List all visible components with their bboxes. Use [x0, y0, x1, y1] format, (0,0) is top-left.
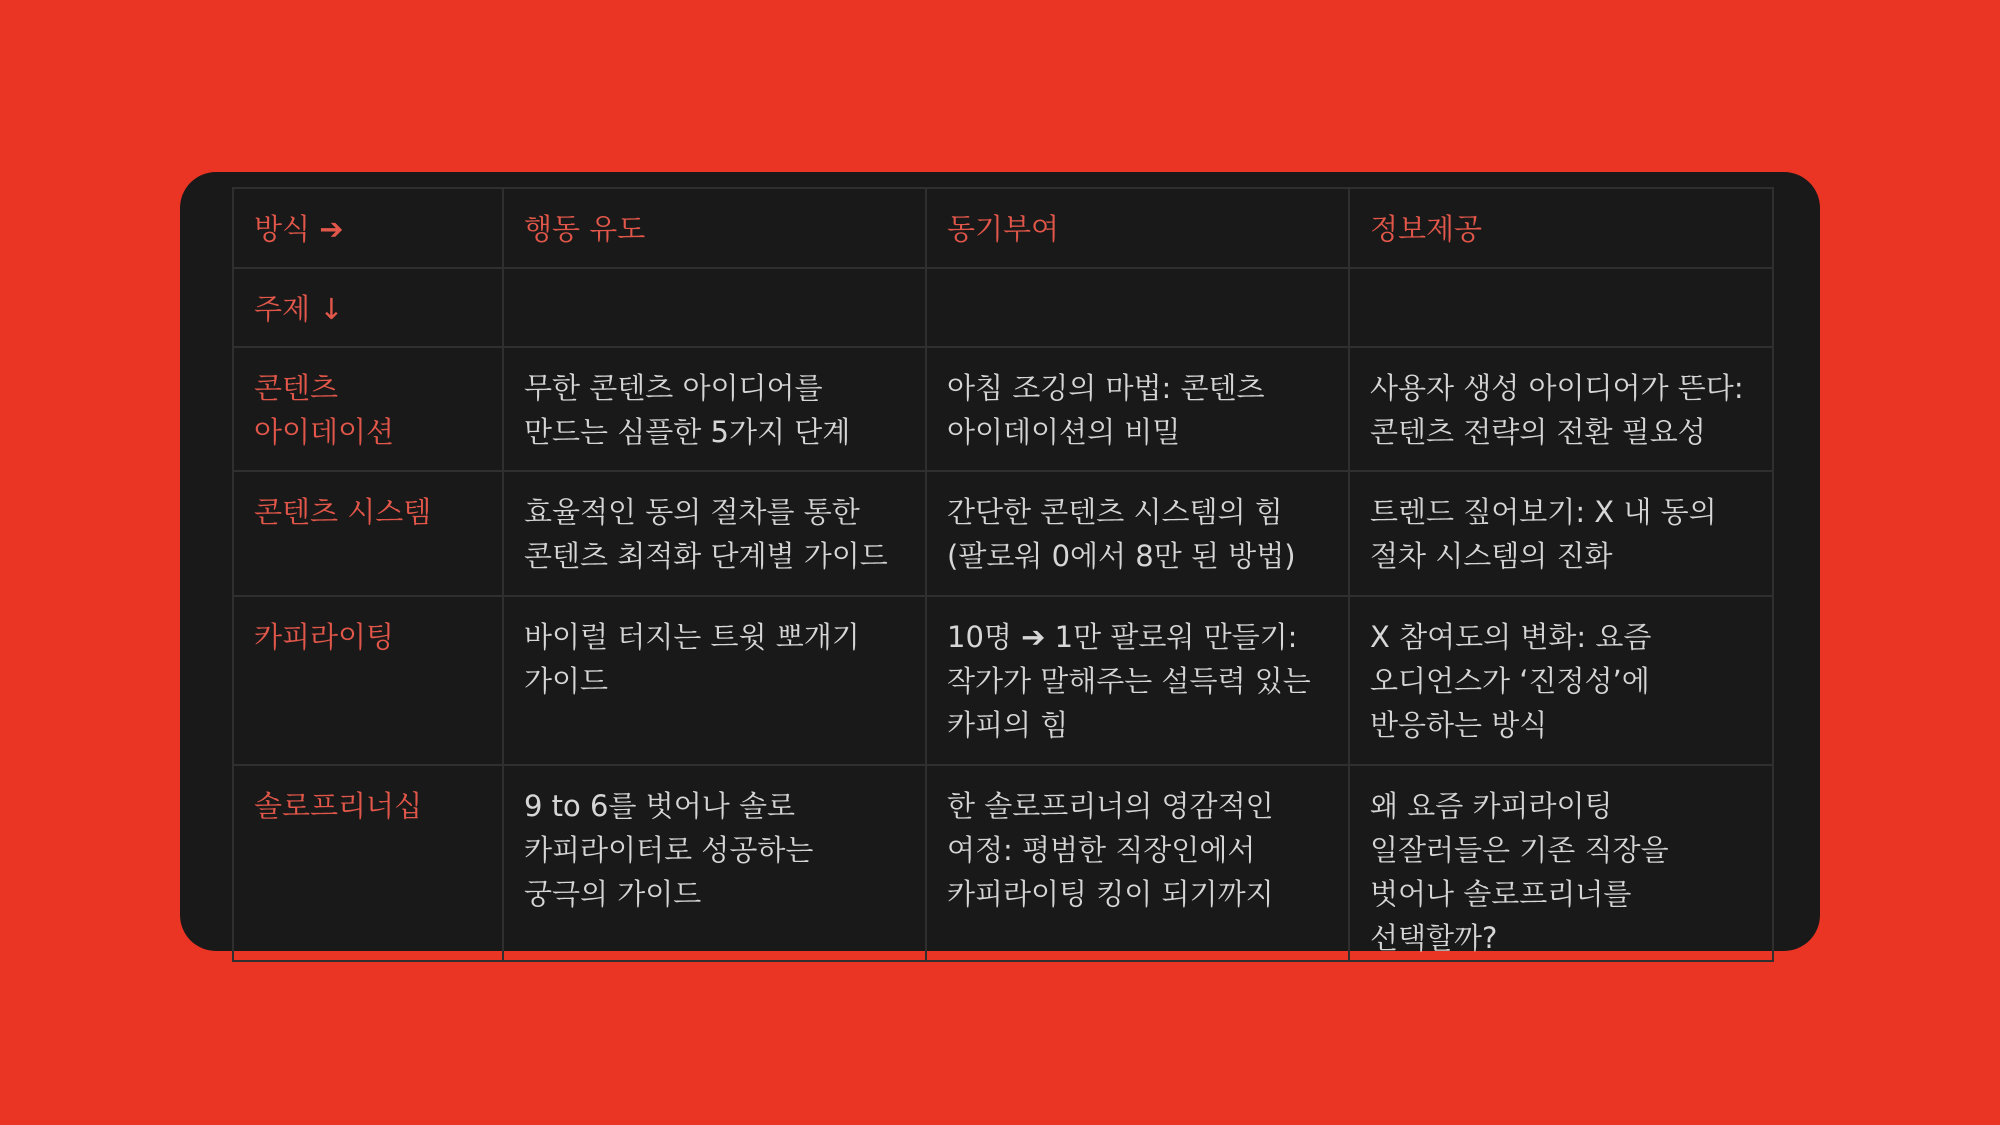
- table-cell[interactable]: 효율적인 동의 절차를 통한 콘텐츠 최적화 단계별 가이드: [503, 471, 926, 596]
- table-cell[interactable]: 간단한 콘텐츠 시스템의 힘 (팔로워 0에서 8만 된 방법): [926, 471, 1349, 596]
- table-row: [233, 471, 1773, 596]
- table-cell[interactable]: 왜 요즘 카피라이팅 일잘러들은 기존 직장을 벗어나 솔로프리너를 선택할까?: [1349, 765, 1773, 961]
- row-header-cell[interactable]: 콘텐츠 아이데이션: [233, 347, 503, 471]
- content-matrix-table: [232, 187, 1774, 962]
- column-header-cta[interactable]: 행동 유도: [503, 188, 926, 268]
- table-cell[interactable]: 사용자 생성 아이디어가 뜬다: 콘텐츠 전략의 전환 필요성: [1349, 347, 1773, 471]
- table-cell[interactable]: X 참여도의 변화: 요즘 오디언스가 ‘진정성’에 반응하는 방식: [1349, 596, 1773, 765]
- row-header-cell[interactable]: 카피라이팅: [233, 596, 503, 765]
- table-row: [233, 765, 1773, 961]
- table-cell[interactable]: 트렌드 짚어보기: X 내 동의 절차 시스템의 진화: [1349, 471, 1773, 596]
- topic-label-row: [233, 268, 1773, 347]
- column-header-information[interactable]: 정보제공: [1349, 188, 1773, 268]
- table-cell[interactable]: 9 to 6를 벗어나 솔로 카피라이터로 성공하는 궁극의 가이드: [503, 765, 926, 961]
- empty-cell[interactable]: [1349, 268, 1773, 347]
- empty-cell[interactable]: [503, 268, 926, 347]
- table-cell[interactable]: 아침 조깅의 마법: 콘텐츠 아이데이션의 비밀: [926, 347, 1349, 471]
- table-cell[interactable]: 무한 콘텐츠 아이디어를 만드는 심플한 5가지 단계: [503, 347, 926, 471]
- row-header-cell[interactable]: 콘텐츠 시스템: [233, 471, 503, 596]
- row-header-cell[interactable]: 솔로프리너십: [233, 765, 503, 961]
- column-header-motivation[interactable]: 동기부여: [926, 188, 1349, 268]
- corner-topic-cell[interactable]: 주제 ↓: [233, 268, 503, 347]
- table-cell[interactable]: 바이럴 터지는 트윗 뽀개기 가이드: [503, 596, 926, 765]
- table-cell[interactable]: 10명 ➔ 1만 팔로워 만들기: 작가가 말해주는 설득력 있는 카피의 힘: [926, 596, 1349, 765]
- corner-method-cell[interactable]: 방식 ➔: [233, 188, 503, 268]
- table-row: [233, 347, 1773, 471]
- header-row: [233, 188, 1773, 268]
- empty-cell[interactable]: [926, 268, 1349, 347]
- table-card: [180, 172, 1820, 955]
- table-row: [233, 596, 1773, 765]
- table-cell[interactable]: 한 솔로프리너의 영감적인 여정: 평범한 직장인에서 카피라이팅 킹이 되기까지: [926, 765, 1349, 961]
